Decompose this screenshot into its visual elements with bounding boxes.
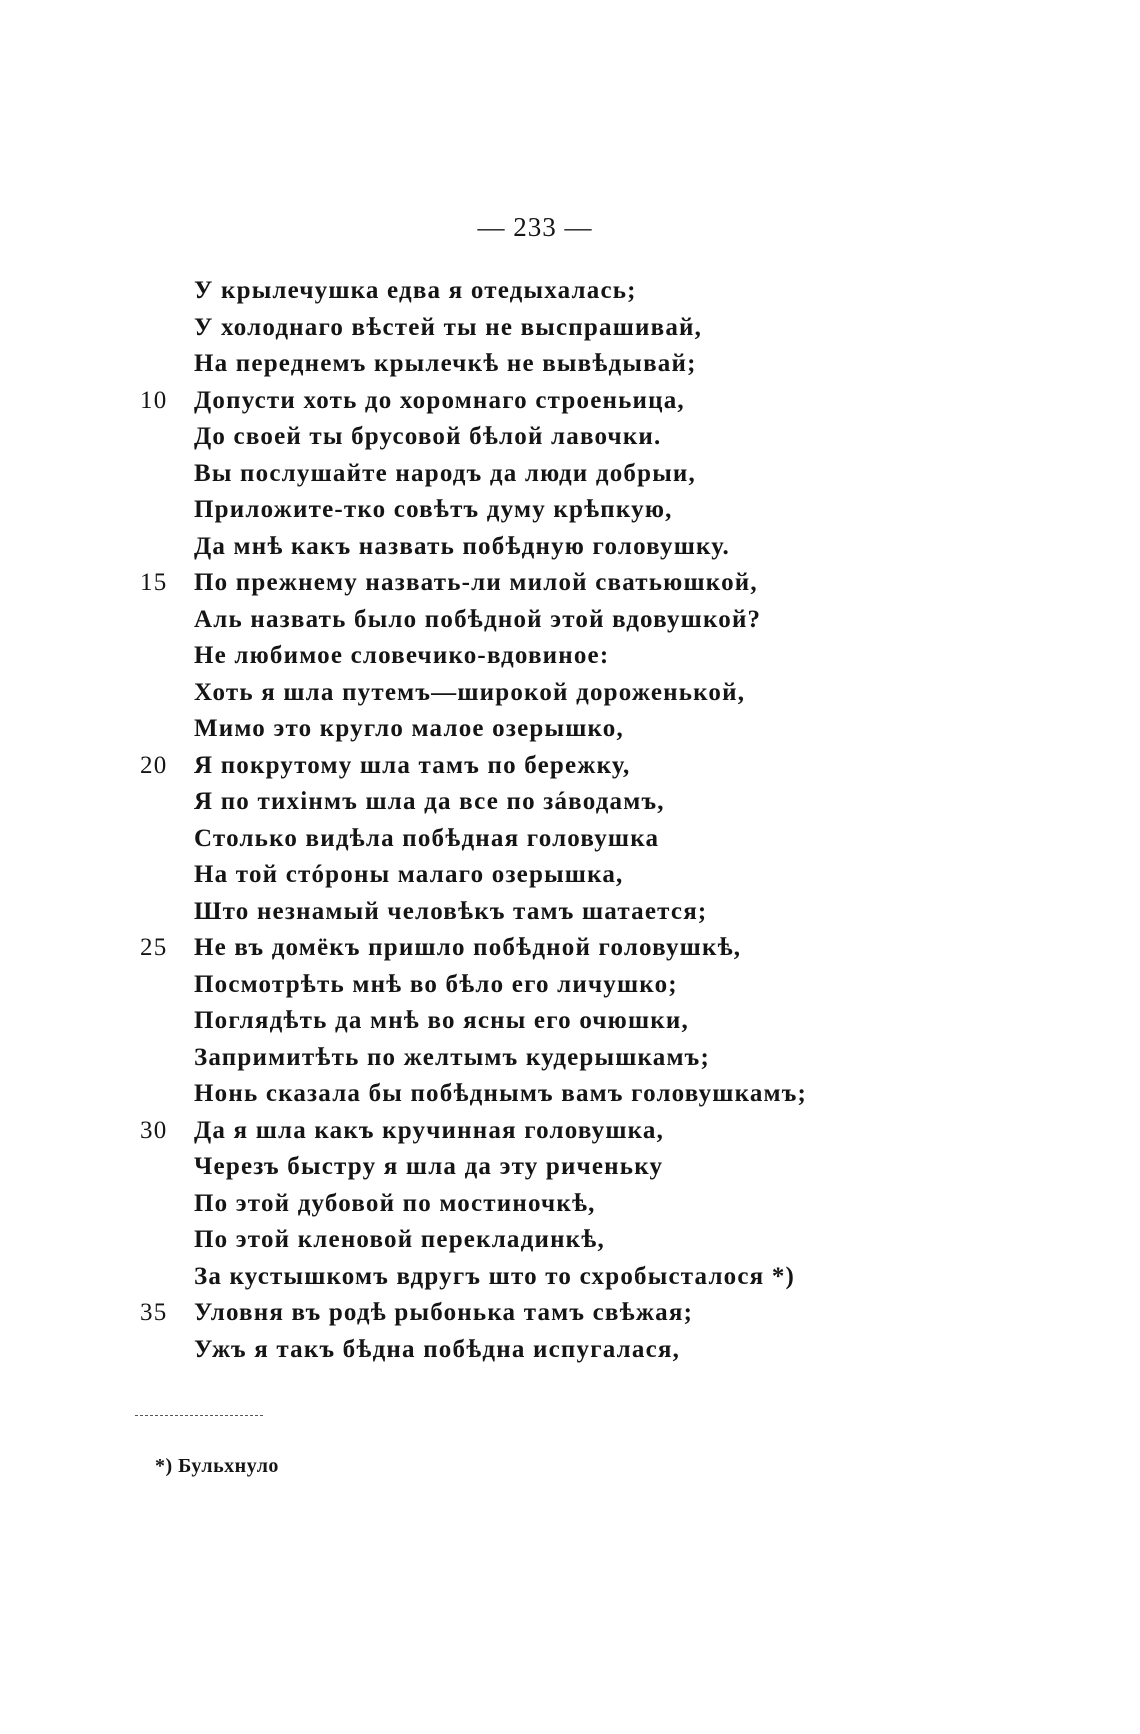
verse-line <box>140 1295 900 1332</box>
verse-line <box>140 1186 900 1223</box>
verse-text: Ужъ я такъ бѣдна побѣдна испугалася, <box>194 1335 681 1363</box>
verse-text: Уловня въ родѣ рыбонька тамъ свѣжая; <box>194 1299 694 1326</box>
verse-line <box>140 930 900 967</box>
verse-text: Черезъ быстру я шла да эту риченьку <box>194 1153 664 1180</box>
line-number: 20 <box>140 751 168 779</box>
verse-text: У холоднаго вѣстей ты не выспрашивай, <box>194 313 703 341</box>
verse-text: Запримитѣть по желтымъ кудерышкамъ; <box>194 1043 710 1071</box>
verse-text: Я по тихінмъ шла да все по зáводамъ, <box>194 788 665 815</box>
verse-text: Я покрутому шла тамъ по бережку, <box>194 751 631 779</box>
footnote-separator <box>135 1415 263 1416</box>
verse-line <box>140 383 900 420</box>
verse-text: Вы послушайте народъ да люди добрыи, <box>194 459 696 487</box>
page-number: — 233 — <box>477 212 593 242</box>
verse-line <box>140 346 900 383</box>
verse-line <box>140 675 900 712</box>
verse-line <box>140 1222 900 1259</box>
footnote: *) Бульхнуло <box>155 1455 279 1477</box>
line-number: 25 <box>140 934 168 961</box>
verse-text: Не любимое словечико-вдовиное: <box>194 642 610 669</box>
verse-text: До своей ты брусовой бѣлой лавочки. <box>194 423 662 450</box>
verse-text: Приложите-тко совѣтъ думу крѣпкую, <box>194 496 673 523</box>
verse-text: За кустышкомъ вдругъ што то схробысталося *) <box>194 1262 796 1290</box>
verse-line <box>140 894 900 931</box>
verse-line <box>140 492 900 529</box>
verse-text: Хоть я шла путемъ—широкой дороженькой, <box>194 678 746 706</box>
poem-body <box>140 273 900 1368</box>
verse-line <box>140 711 900 748</box>
verse-text: По этой дубовой по мостиночкѣ, <box>194 1189 596 1217</box>
verse-text: На переднемъ крылечкѣ не вывѣдывай; <box>194 350 697 377</box>
verse-line <box>140 419 900 456</box>
verse-line <box>140 1076 900 1113</box>
verse-line <box>140 602 900 639</box>
verse-text: У крылечушка едва я отедыхалась; <box>194 277 637 304</box>
verse-text: Што незнамый человѣкъ тамъ шатается; <box>194 897 708 925</box>
verse-line <box>140 1259 900 1296</box>
verse-text: На той стóроны малаго озерышка, <box>194 861 624 888</box>
verse-line <box>140 1332 900 1369</box>
verse-line <box>140 1003 900 1040</box>
verse-line <box>140 857 900 894</box>
verse-line <box>140 1149 900 1186</box>
verse-text: Да мнѣ какъ назвать побѣдную головушку. <box>194 532 730 560</box>
verse-text: По прежнему назвать-ли милой сватьюшкой, <box>194 569 758 596</box>
verse-line <box>140 638 900 675</box>
verse-text: Да я шла какъ кручинная головушка, <box>194 1116 665 1144</box>
verse-text: По этой кленовой перекладинкѣ, <box>194 1226 605 1253</box>
verse-line <box>140 1113 900 1150</box>
verse-text: Столько видѣла побѣдная головушка <box>194 824 660 852</box>
verse-line <box>140 967 900 1004</box>
verse-text: Мимо это кругло малое озерышко, <box>194 715 624 742</box>
verse-line <box>140 529 900 566</box>
verse-line <box>140 456 900 493</box>
verse-line <box>140 1040 900 1077</box>
line-number: 35 <box>140 1299 168 1326</box>
verse-line <box>140 310 900 347</box>
line-number: 10 <box>140 386 168 414</box>
verse-line <box>140 821 900 858</box>
verse-text: Допусти хоть до хоромнаго строеньица, <box>194 386 685 414</box>
line-number: 30 <box>140 1116 168 1144</box>
verse-line <box>140 273 900 310</box>
verse-text: Поглядѣть да мнѣ во ясны его очюшки, <box>194 1007 689 1034</box>
verse-text: Посмотрѣть мнѣ во бѣло его личушко; <box>194 970 678 998</box>
verse-line <box>140 748 900 785</box>
line-number: 15 <box>140 569 168 596</box>
verse-line <box>140 784 900 821</box>
verse-text: Нонь сказала бы побѣднымъ вамъ головушкамъ; <box>194 1080 808 1107</box>
verse-text: Не въ домёкъ пришло побѣдной головушкѣ, <box>194 934 742 961</box>
verse-line <box>140 565 900 602</box>
verse-text: Аль назвать было побѣдной этой вдовушкой? <box>194 605 762 633</box>
